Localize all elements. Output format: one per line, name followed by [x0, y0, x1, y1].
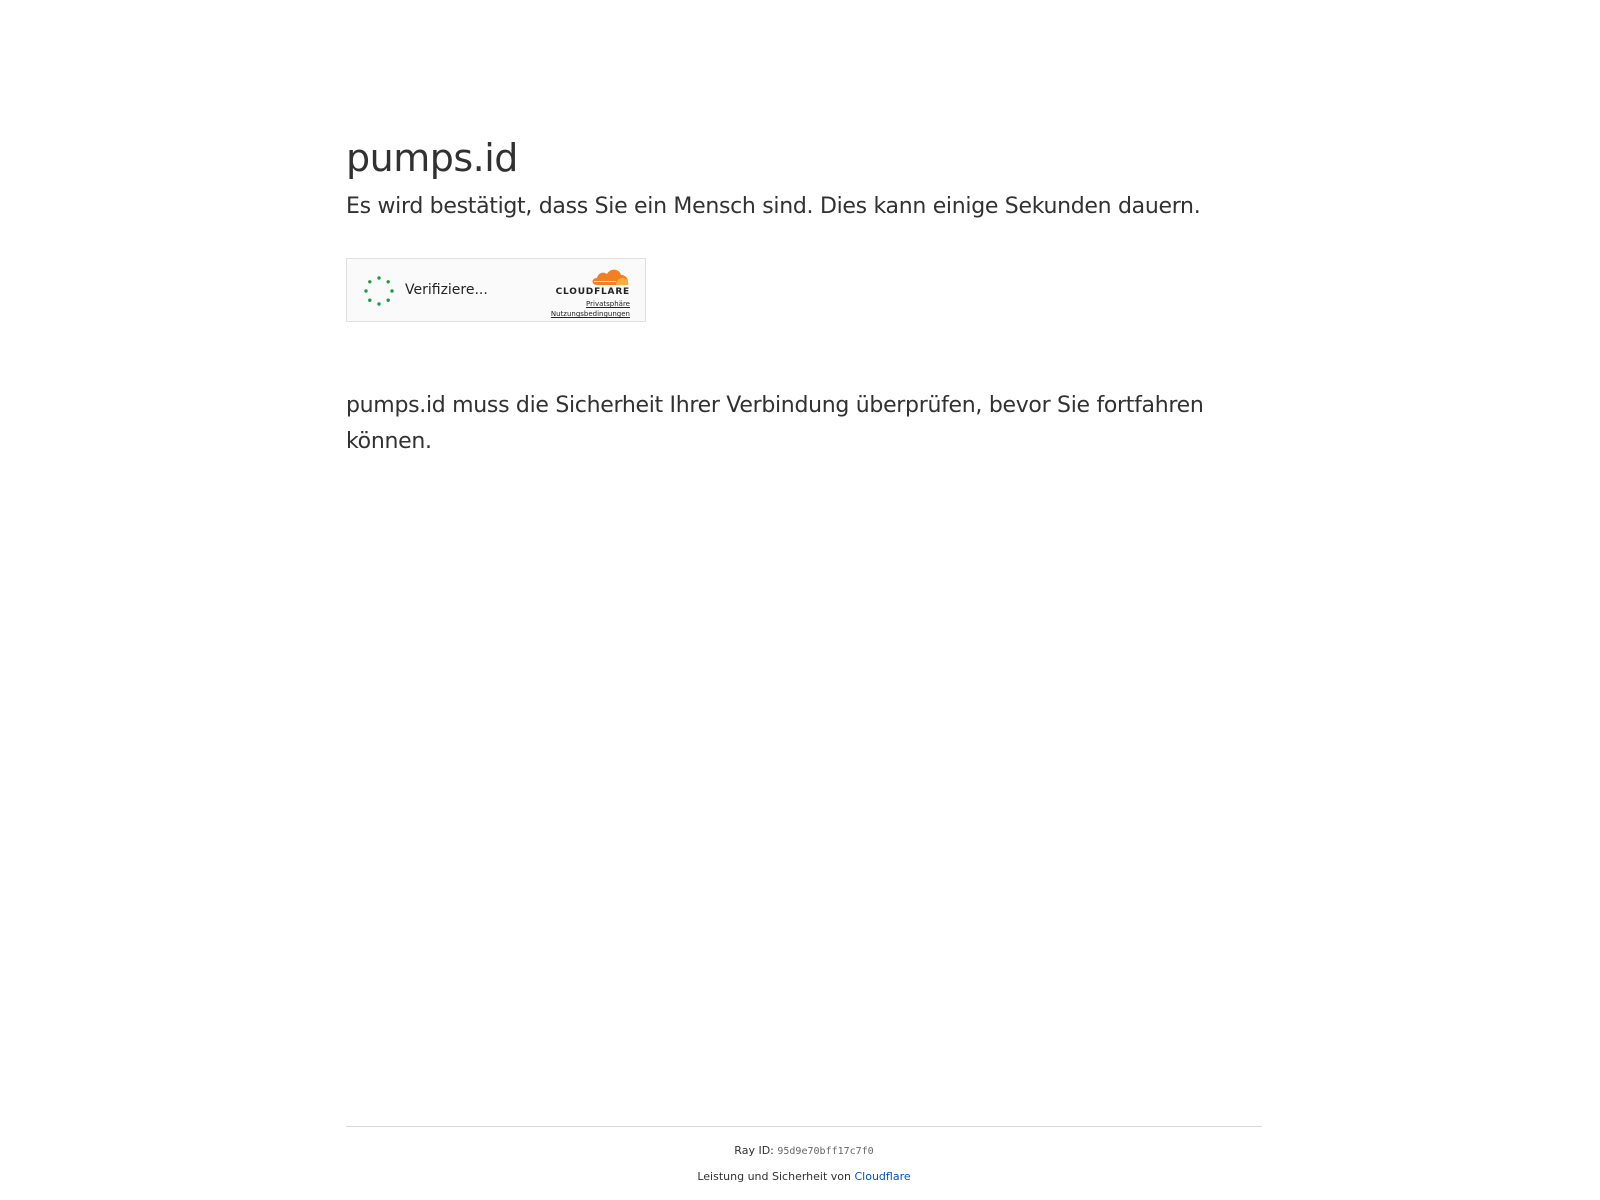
spinner-icon — [363, 275, 395, 307]
terms-link[interactable]: Nutzungsbedingungen — [550, 310, 630, 318]
privacy-link[interactable]: Privatsphäre — [586, 300, 630, 308]
cloudflare-wordmark: CLOUDFLARE — [555, 287, 630, 297]
turnstile-widget[interactable] — [346, 258, 646, 322]
cloudflare-cloud-icon — [588, 265, 630, 287]
performance-text: Leistung und Sicherheit von — [697, 1170, 851, 1183]
cloudflare-branding — [530, 265, 630, 317]
verifying-label: Verifiziere... — [405, 282, 488, 298]
ray-id-line — [346, 1143, 1262, 1160]
ray-id-label: Ray ID: — [734, 1144, 774, 1157]
verification-heading: Es wird bestätigt, dass Sie ein Mensch sind. Dies kann einige Sekunden dauern. — [346, 194, 1201, 219]
security-description: pumps.id muss die Sicherheit Ihrer Verbindung überprüfen, bevor Sie fortfahren können. — [346, 393, 1204, 454]
ray-id-value: 95d9e70bff17c7f0 — [777, 1146, 874, 1157]
footer — [346, 1126, 1262, 1183]
cloudflare-link[interactable]: Cloudflare — [854, 1170, 911, 1183]
performance-line — [346, 1169, 1262, 1185]
site-title: pumps.id — [346, 136, 518, 180]
